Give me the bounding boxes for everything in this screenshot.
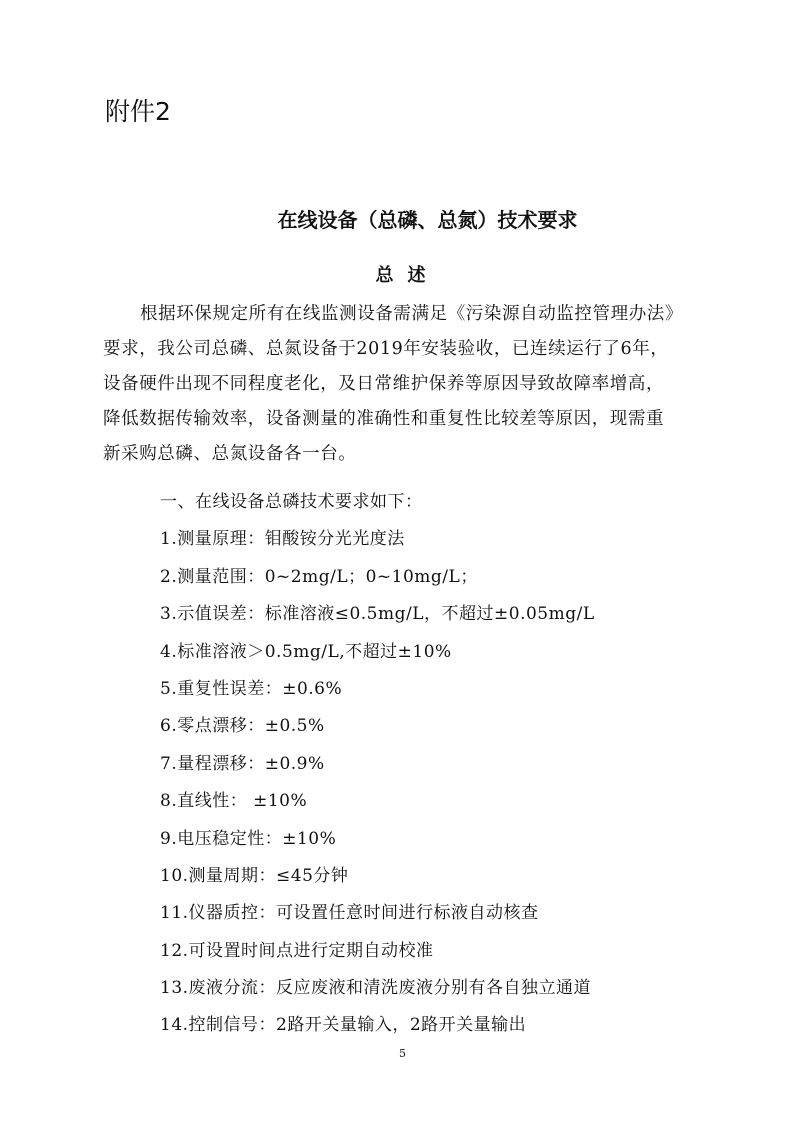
- requirement-item: 1.测量原理：钼酸铵分光光度法: [160, 529, 405, 550]
- intro-line: 要求，我公司总磷、总氮设备于2019年安装验收，已连续运行了6年，: [103, 339, 669, 359]
- page-number: 5: [399, 1047, 406, 1060]
- attachment-label: 附件2: [105, 97, 171, 126]
- requirement-item: 13.废液分流：反应废液和清洗废液分别有各自独立通道: [160, 978, 592, 999]
- requirement-item: 5.重复性误差：±0.6%: [160, 678, 343, 699]
- intro-line: 根据环保规定所有在线监测设备需满足《污染源自动监控管理办法》: [140, 304, 683, 324]
- requirement-item: 10.测量周期：≤45分钟: [160, 865, 349, 886]
- requirement-item: 11.仪器质控：可设置任意时间进行标液自动核查: [160, 903, 539, 924]
- requirement-item: 6.零点漂移：±0.5%: [160, 716, 325, 737]
- intro-line: 新采购总磷、总氮设备各一台。: [103, 444, 357, 464]
- intro-line: 降低数据传输效率，设备测量的准确性和重复性比较差等原因，现需重: [103, 409, 665, 429]
- requirement-item: 4.标准溶液＞0.5mg/L,不超过±10%: [160, 641, 452, 662]
- requirement-item: 8.直线性： ±10%: [160, 791, 308, 812]
- section-heading: 总述: [375, 265, 440, 286]
- requirement-item: 9.电压稳定性：±10%: [160, 828, 337, 849]
- requirements-list: [160, 484, 720, 1045]
- requirement-item: 2.测量范围：0~2mg/L；0~10mg/L；: [160, 566, 478, 587]
- requirement-item: 14.控制信号：2路开关量输入，2路开关量输出: [160, 1015, 527, 1036]
- requirement-item: 12.可设置时间点进行定期自动校准: [160, 940, 434, 961]
- intro-paragraph: [103, 297, 703, 472]
- list-heading: 一、在线设备总磷技术要求如下：: [160, 492, 423, 512]
- document-title: 在线设备（总磷、总氮）技术要求: [277, 208, 578, 232]
- requirement-item: 7.量程漂移：±0.9%: [160, 753, 325, 774]
- requirement-item: 3.示值误差：标准溶液≤0.5mg/L，不超过±0.05mg/L: [160, 604, 595, 625]
- intro-line: 设备硬件出现不同程度老化，及日常维护保养等原因导致故障率增高，: [103, 374, 665, 394]
